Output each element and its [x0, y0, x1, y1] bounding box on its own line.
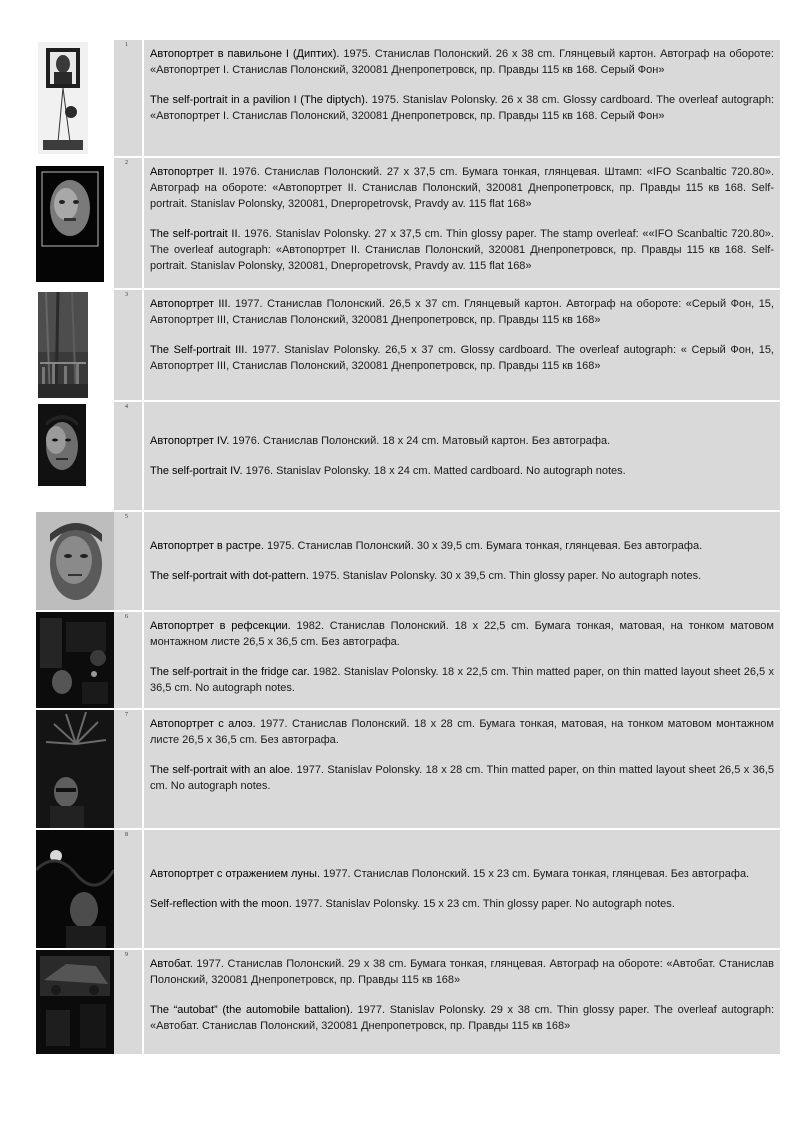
en-details: 1976. Stanislav Polonsky. 18 x 24 cm. Matted cardboard. No autograph notes.: [242, 465, 626, 477]
entry-description: [144, 158, 780, 288]
self-portrait-iii-image: [38, 292, 88, 398]
en-title: The self-portrait with dot-pattern.: [150, 570, 309, 582]
ru-title: Автопортрет с отражением луны.: [150, 868, 321, 880]
photo-thumbnail[interactable]: [36, 158, 114, 288]
ru-details: 1977. Станислав Полонский. 18 x 28 cm. Бумага тонкая, матовая, на тонком матовом монтажном листе 26,5 x 36,5 cm. Без автографа.: [150, 718, 774, 746]
self-portrait-iv-image: [38, 404, 86, 486]
catalog-row: [36, 290, 780, 400]
photo-thumbnail[interactable]: [36, 290, 114, 400]
self-portrait-pavilion-image: [38, 42, 88, 154]
en-details: 1977. Stanislav Polonsky. 18 x 28 cm. Thin matted paper, on thin matted layout sheet 26,5 x 36,5 cm. No autograph notes.: [150, 764, 774, 792]
catalog-row: [36, 402, 780, 510]
ru-title: Автобат.: [150, 958, 193, 970]
catalog-row: [36, 710, 780, 828]
ru-title: Автопортрет III.: [150, 298, 231, 310]
en-details: 1977. Stanislav Polonsky. 15 x 23 cm. Thin glossy paper. No autograph notes.: [291, 898, 675, 910]
en-title: The self-portrait in a pavilion I (The diptych).: [150, 94, 369, 106]
ru-details: 1976. Станислав Полонский. 27 x 37,5 cm. Бумага тонкая, глянцевая. Штамп: «IFO Scanbaltic 720.80». Автограф на обороте: «Автопортрет II. Станислав Полонский, 320081 Днепропетровск, пр. Правды 115 кв 168. Self-portrait. Stanislav Polonsky, 320081, Dnepropetrovsk, Pravdy av. 115 flat 168»: [150, 166, 774, 210]
en-title: Self-reflection with the moon.: [150, 898, 292, 910]
entry-number: 8: [125, 832, 128, 838]
photo-thumbnail[interactable]: [36, 830, 114, 948]
catalog-row: [36, 950, 780, 1054]
entry-number: 3: [125, 292, 128, 298]
en-title: The Self-portrait III.: [150, 344, 248, 356]
entry-description: [144, 830, 780, 948]
en-title: The “autobat” (the automobile battalion).: [150, 1004, 353, 1016]
entry-description: [144, 290, 780, 400]
en-details: 1975. Stanislav Polonsky. 26 x 38 cm. Glossy cardboard. The overleaf autograph: «Автопортрет I. Станислав Полонский, 320081 Днепропетровск, пр. Правды 115 кв 168. Серый Фон»: [150, 94, 775, 122]
ru-title: Автопортрет IV.: [150, 435, 230, 447]
catalog-row: [36, 830, 780, 948]
ru-title: Автопортрет в рефсекции.: [150, 620, 291, 632]
ru-title: Автопортрет в павильоне I (Диптих).: [150, 48, 340, 60]
catalog-table: [36, 40, 780, 1056]
en-title: The self-portrait IV.: [150, 465, 243, 477]
en-details: 1982. Stanislav Polonsky. 18 x 22,5 cm. Thin matted paper, on thin matted layout sheet 26,5 x 36,5 cm. No autograph notes.: [150, 666, 774, 694]
self-portrait-fridge-car-image: [36, 612, 114, 708]
ru-details: 1975. Станислав Полонский. 30 x 39,5 cm. Бумага тонкая, глянцевая. Без автографа.: [263, 540, 703, 552]
entry-number: 9: [125, 952, 128, 958]
entry-number: 6: [125, 614, 128, 620]
photo-thumbnail[interactable]: [36, 512, 114, 610]
self-portrait-dot-pattern-image: [36, 512, 114, 610]
en-details: 1975. Stanislav Polonsky. 30 x 39,5 cm. Thin glossy paper. No autograph notes.: [308, 570, 702, 582]
photo-thumbnail[interactable]: [36, 710, 114, 828]
en-details: 1977. Stanislav Polonsky. 29 x 38 cm. Thin glossy paper. The overleaf autograph: «Автобат. Станислав Полонский, 320081 Днепропетровск, пр. Правды 115 кв 168»: [150, 1004, 775, 1032]
ru-details: 1975. Станислав Полонский. 26 x 38 cm. Глянцевый картон. Автограф на обороте: «Автопортрет I. Станислав Полонский, 320081 Днепропетровск, пр. Правды 115 кв 168. Серый Фон»: [150, 48, 774, 76]
catalog-row: [36, 40, 780, 156]
entry-description: [144, 40, 780, 156]
entry-description: [144, 710, 780, 828]
photo-thumbnail[interactable]: [36, 612, 114, 708]
entry-description: [144, 402, 780, 510]
ru-details: 1976. Станислав Полонский. 18 x 24 cm. Матовый картон. Без автографа.: [229, 435, 611, 447]
ru-title: Автопортрет с алоэ.: [150, 718, 256, 730]
en-title: The self-portrait in the fridge car.: [150, 666, 310, 678]
ru-details: 1977. Станислав Полонский. 15 x 23 cm. Бумага тонкая, глянцевая. Без автографа.: [320, 868, 750, 880]
en-title: The self-portrait with an aloe.: [150, 764, 294, 776]
ru-title: Автопортрет в растре.: [150, 540, 264, 552]
photo-thumbnail[interactable]: [36, 40, 114, 156]
catalog-row: [36, 158, 780, 288]
ru-details: 1977. Станислав Полонский. 29 x 38 cm. Бумага тонкая, глянцевая. Автограф на обороте: «Автобат. Станислав Полонский, 320081 Днепропетровск, пр. Правды 115 кв 168»: [150, 958, 774, 986]
photo-thumbnail[interactable]: [36, 950, 114, 1054]
entry-number: 1: [125, 42, 128, 48]
photo-thumbnail[interactable]: [36, 402, 114, 510]
catalog-row: [36, 612, 780, 708]
self-portrait-ii-image: [36, 166, 104, 282]
ru-details: 1982. Станислав Полонский. 18 x 22,5 cm. Бумага тонкая, матовая, на тонком матовом монтажном листе 26,5 x 36,5 cm. Без автографа.: [150, 620, 774, 648]
autobat-image: [36, 950, 114, 1054]
entry-description: [144, 612, 780, 708]
self-portrait-aloe-image: [36, 710, 114, 828]
ru-details: 1977. Станислав Полонский. 26,5 x 37 cm. Глянцевый картон. Автограф на обороте: «Серый Фон, 15, Автопортрет III, Станислав Полонский, 320081 Днепропетровск, пр. Правды 115 кв 168»: [150, 298, 774, 326]
entry-number: 5: [125, 514, 128, 520]
en-title: The self-portrait II.: [150, 228, 241, 240]
self-reflection-moon-image: [36, 830, 114, 948]
en-details: 1976. Stanislav Polonsky. 27 x 37,5 cm. Thin glossy paper. The stamp overleaf: ««IFO Scanbaltic 720.80». The overleaf autograph: «Автопортрет II. Станислав Полонский, 320081 Днепропетровск, пр. Правды 115 кв 168. Self-portrait. Stanislav Polonsky, 320081, Dnepropetrovsk, Pravdy av. 115 flat 168»: [150, 228, 774, 272]
entry-number: 7: [125, 712, 128, 718]
entry-description: [144, 512, 780, 610]
ru-title: Автопортрет II.: [150, 166, 228, 178]
entry-description: [144, 950, 780, 1054]
entry-number: 4: [125, 404, 128, 410]
entry-number: 2: [125, 160, 128, 166]
en-details: 1977. Stanislav Polonsky. 26,5 x 37 cm. Glossy cardboard. The overleaf autograph: « Серый Фон, 15, Автопортрет III, Станислав Полонский, 320081 Днепропетровск, пр. Правды 115 кв 168»: [150, 344, 774, 372]
catalog-row: [36, 512, 780, 610]
